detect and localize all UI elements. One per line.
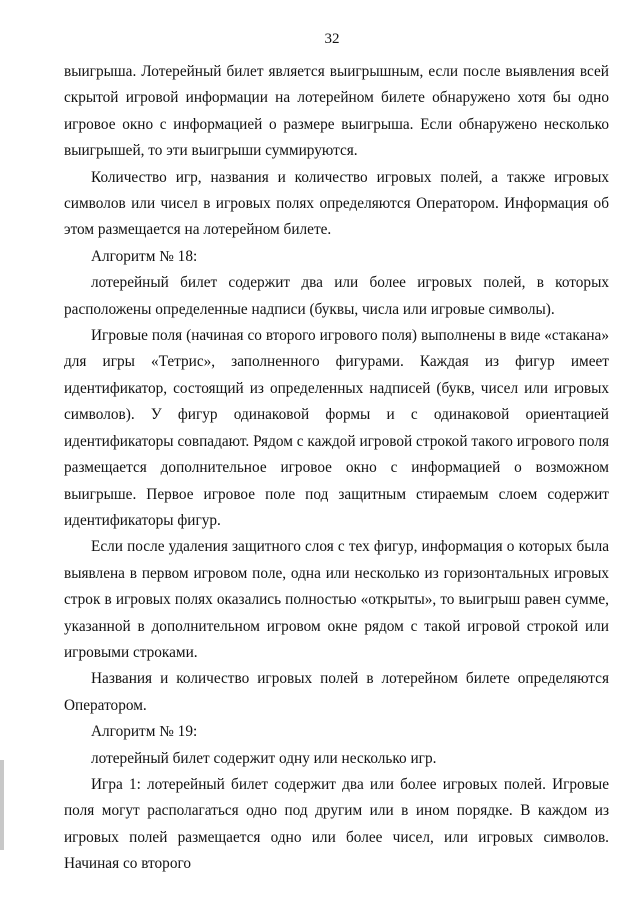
paragraph-alg19-games: лотерейный билет содержит одну или несколько игр. [91,749,437,767]
paragraph-alg18-win: Если после удаления защитного слоя с тех фигур, информация о которых была выявлена в первом игровом поле, одна или несколько из горизонтальных игровых строк в игровых полях оказались полностью «открыты», то выигрыш равен сумме, указанной в дополнительном игровом окне рядом с такой игровой строкой или игровыми строками. [64,538,609,661]
paragraph-win-condition: выигрыша. Лотерейный билет является выигрышным, если после выявления всей скрытой игровой информации на лотерейном билете обнаружено хотя бы одно игровое окно с информацией о размере выигрыша. Если обнаружено несколько выигрышей, то эти выигрыши суммируются. [64,63,609,160]
page-number: 32 [324,31,340,47]
paragraph-alg18-fields: лотерейный билет содержит два или более игровых полей, в которых расположены определенные надписи (буквы, числа или игровые символы). [64,274,609,318]
body-text [64,59,609,878]
heading-algorithm-18: Алгоритм № 18: [91,247,198,265]
paragraph-alg18-names: Названия и количество игровых полей в лотерейном билете определяются Оператором. [64,670,609,714]
heading-algorithm-19: Алгоритм № 19: [91,723,198,741]
paragraph-operator-defines: Количество игр, названия и количество игровых полей, а также игровых символов или чисел в игровых полях определяются Оператором. Информация об этом размещается на лотерейном билете. [64,168,609,239]
paragraph-alg19-game1: Игра 1: лотерейный билет содержит два или более игровых полей. Игровые поля могут располагаться одно под другим или в ином порядке. В каждом из игровых полей размещается одно или более чисел, или игровых символов. Начиная со второго [64,775,609,873]
scan-edge-mark [0,760,4,850]
paragraph-alg18-tetris: Игровые поля (начиная со второго игрового поля) выполнены в виде «стакана» для игры «Тетрис», заполненного фигурами. Каждая из фигур имеет идентификатор, состоящий из определенных надписей (букв, чисел или игровых символов). У фигур одинаковой формы и с одинаковой ориентацией идентификаторы совпадают. Рядом с каждой игровой строкой такого игрового поля размещается дополнительное игровое окно с информацией о возможном выигрыше. Первое игровое поле под защитным стираемым слоем содержит идентификаторы фигур. [64,327,609,529]
